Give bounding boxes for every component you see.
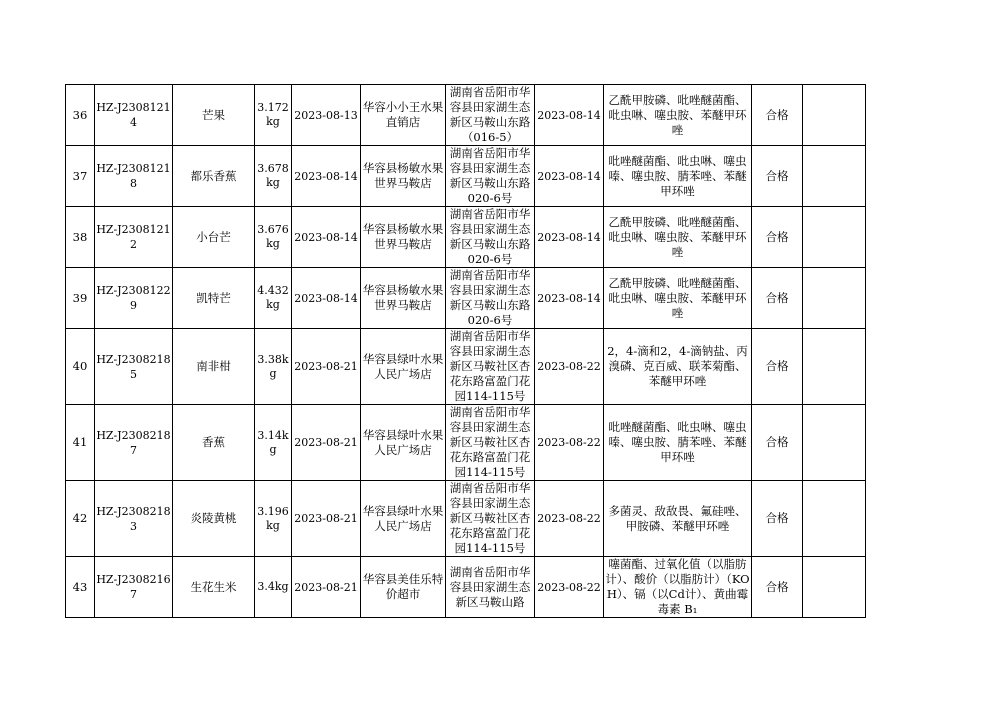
cell-shop-name: 华容县杨敏水果世界马鞍店	[361, 268, 446, 329]
cell-shop-name: 华容县杨敏水果世界马鞍店	[361, 146, 446, 207]
cell-no: 43	[66, 557, 95, 618]
table-row	[66, 268, 866, 329]
cell-remark	[803, 557, 866, 618]
cell-sampling-date: 2023-08-14	[292, 207, 361, 268]
inspection-results-table	[65, 84, 866, 618]
cell-no: 36	[66, 85, 95, 146]
cell-sampling-date: 2023-08-21	[292, 329, 361, 405]
cell-no: 41	[66, 405, 95, 481]
cell-result: 合格	[752, 146, 803, 207]
cell-test-date: 2023-08-14	[535, 207, 604, 268]
cell-sample-name: 生花生米	[173, 557, 255, 618]
table-row	[66, 146, 866, 207]
cell-sampling-date: 2023-08-21	[292, 481, 361, 557]
cell-shop-address: 湖南省岳阳市华容县田家湖生态新区马鞍山东路020-6号	[446, 207, 535, 268]
cell-quantity: 3.4kg	[255, 557, 292, 618]
cell-sample-name: 芒果	[173, 85, 255, 146]
cell-shop-address: 湖南省岳阳市华容县田家湖生态新区马鞍山东路020-6号	[446, 268, 535, 329]
cell-result: 合格	[752, 268, 803, 329]
cell-sample-name: 炎陵黄桃	[173, 481, 255, 557]
cell-result: 合格	[752, 557, 803, 618]
cell-sample-name: 香蕉	[173, 405, 255, 481]
cell-test-date: 2023-08-22	[535, 557, 604, 618]
table-row	[66, 329, 866, 405]
cell-sampling-date: 2023-08-21	[292, 557, 361, 618]
cell-test-date: 2023-08-22	[535, 329, 604, 405]
cell-shop-name: 华容县美佳乐特价超市	[361, 557, 446, 618]
cell-remark	[803, 329, 866, 405]
cell-shop-name: 华容县绿叶水果人民广场店	[361, 329, 446, 405]
cell-quantity: 3.196kg	[255, 481, 292, 557]
cell-sample-code: HZ-J23082187	[95, 405, 173, 481]
cell-test-items: 吡唑醚菌酯、吡虫啉、噻虫嗪、噻虫胺、腈苯唑、苯醚甲环唑	[604, 405, 752, 481]
cell-sample-code: HZ-J23081212	[95, 207, 173, 268]
cell-test-items: 乙酰甲胺磷、吡唑醚菌酯、吡虫啉、噻虫胺、苯醚甲环唑	[604, 85, 752, 146]
table-row	[66, 85, 866, 146]
cell-quantity: 3.14kg	[255, 405, 292, 481]
cell-sampling-date: 2023-08-14	[292, 268, 361, 329]
cell-result: 合格	[752, 481, 803, 557]
cell-remark	[803, 146, 866, 207]
cell-test-date: 2023-08-14	[535, 85, 604, 146]
cell-quantity: 4.432kg	[255, 268, 292, 329]
cell-test-items: 多菌灵、敌敌畏、氟硅唑、甲胺磷、苯醚甲环唑	[604, 481, 752, 557]
cell-result: 合格	[752, 85, 803, 146]
cell-test-items: 乙酰甲胺磷、吡唑醚菌酯、吡虫啉、噻虫胺、苯醚甲环唑	[604, 268, 752, 329]
cell-remark	[803, 207, 866, 268]
cell-sample-code: HZ-J23082183	[95, 481, 173, 557]
cell-sample-name: 凯特芒	[173, 268, 255, 329]
cell-shop-address: 湖南省岳阳市华容县田家湖生态新区马鞍社区杏花东路富盈门花园114-115号	[446, 405, 535, 481]
cell-quantity: 3.678kg	[255, 146, 292, 207]
cell-remark	[803, 85, 866, 146]
table-row	[66, 481, 866, 557]
cell-test-date: 2023-08-14	[535, 146, 604, 207]
cell-sample-code: HZ-J23081218	[95, 146, 173, 207]
cell-shop-address: 湖南省岳阳市华容县田家湖生态新区马鞍社区杏花东路富盈门花园114-115号	[446, 329, 535, 405]
cell-test-date: 2023-08-22	[535, 481, 604, 557]
table-row	[66, 207, 866, 268]
cell-shop-address: 湖南省岳阳市华容县田家湖生态新区马鞍社区杏花东路富盈门花园114-115号	[446, 481, 535, 557]
cell-sample-code: HZ-J23082185	[95, 329, 173, 405]
cell-result: 合格	[752, 405, 803, 481]
cell-no: 42	[66, 481, 95, 557]
cell-remark	[803, 481, 866, 557]
cell-no: 37	[66, 146, 95, 207]
cell-sample-code: HZ-J23081214	[95, 85, 173, 146]
cell-no: 39	[66, 268, 95, 329]
cell-shop-name: 华容县绿叶水果人民广场店	[361, 405, 446, 481]
cell-sample-code: HZ-J23081229	[95, 268, 173, 329]
cell-result: 合格	[752, 207, 803, 268]
cell-test-date: 2023-08-22	[535, 405, 604, 481]
cell-shop-name: 华容小小王水果直销店	[361, 85, 446, 146]
cell-result: 合格	[752, 329, 803, 405]
cell-sampling-date: 2023-08-14	[292, 146, 361, 207]
cell-sample-name: 小台芒	[173, 207, 255, 268]
cell-sample-name: 都乐香蕉	[173, 146, 255, 207]
table-row	[66, 557, 866, 618]
cell-shop-name: 华容县杨敏水果世界马鞍店	[361, 207, 446, 268]
cell-shop-address: 湖南省岳阳市华容县田家湖生态新区马鞍山东路020-6号	[446, 146, 535, 207]
cell-test-items: 噻菌酯、过氧化值（以脂肪计）、酸价（以脂肪计）（KOH）、镉（以Cd计）、黄曲霉毒素 B₁	[605, 557, 750, 616]
cell-no: 40	[66, 329, 95, 405]
cell-test-date: 2023-08-14	[535, 268, 604, 329]
cell-quantity: 3.172kg	[255, 85, 292, 146]
cell-shop-name: 华容县绿叶水果人民广场店	[361, 481, 446, 557]
cell-quantity: 3.676kg	[255, 207, 292, 268]
cell-test-items: 吡唑醚菌酯、吡虫啉、噻虫嗪、噻虫胺、腈苯唑、苯醚甲环唑	[604, 146, 752, 207]
cell-remark	[803, 268, 866, 329]
cell-sampling-date: 2023-08-21	[292, 405, 361, 481]
cell-shop-address: 湖南省岳阳市华容县田家湖生态新区马鞍山路	[446, 557, 535, 618]
cell-sample-code: HZ-J23082167	[95, 557, 173, 618]
cell-test-items: 乙酰甲胺磷、吡唑醚菌酯、吡虫啉、噻虫胺、苯醚甲环唑	[604, 207, 752, 268]
cell-no: 38	[66, 207, 95, 268]
cell-quantity: 3.38kg	[255, 329, 292, 405]
table-row	[66, 405, 866, 481]
cell-remark	[803, 405, 866, 481]
cell-shop-address: 湖南省岳阳市华容县田家湖生态新区马鞍山东路（016-5）	[446, 85, 535, 146]
cell-sample-name: 南非柑	[173, 329, 255, 405]
cell-sampling-date: 2023-08-13	[292, 85, 361, 146]
cell-test-items: 2，4-滴和2，4-滴钠盐、丙溴磷、克百威、联苯菊酯、苯醚甲环唑	[604, 329, 752, 405]
